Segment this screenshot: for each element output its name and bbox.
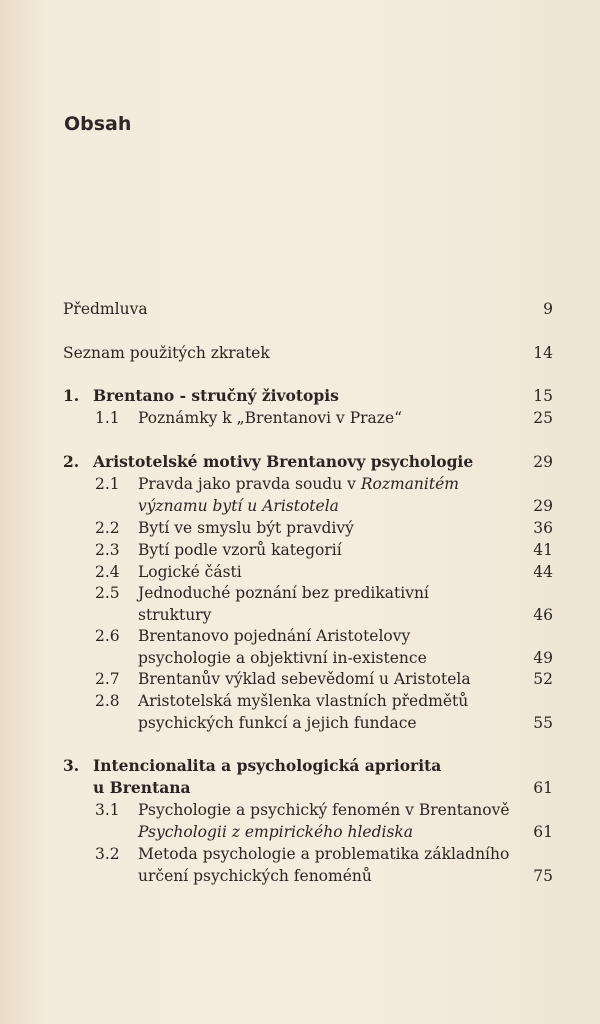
toc-entry-text: Seznam použitých zkratek bbox=[63, 344, 270, 362]
section-title-line2: psychických funkcí a jejich fundace bbox=[138, 714, 417, 732]
toc-entry-page: 25 bbox=[533, 409, 553, 427]
section-title-line1: Psychologie a psychický fenomén v Brentanově bbox=[138, 801, 510, 819]
section-title-line1: Aristotelská myšlenka vlastních předmětů bbox=[138, 692, 469, 710]
section-title-text: Pravda jako pravda soudu v bbox=[138, 475, 361, 493]
chapter-number: 2. bbox=[63, 452, 80, 471]
toc-entry-page: 44 bbox=[533, 563, 553, 581]
toc-entry-page: 75 bbox=[533, 867, 553, 885]
section-title: Bytí ve smyslu být pravdivý bbox=[138, 519, 354, 537]
toc-entry-page: 61 bbox=[533, 823, 553, 841]
toc-entry-page: 46 bbox=[533, 606, 553, 624]
section-number: 2.8 bbox=[95, 692, 120, 710]
section-title: Brentanův výklad sebevědomí u Aristotela bbox=[138, 670, 471, 688]
section-number: 2.2 bbox=[95, 519, 120, 537]
section-number: 2.7 bbox=[95, 670, 120, 688]
chapter-number: 3. bbox=[63, 756, 80, 775]
toc-entry-page: 41 bbox=[533, 541, 553, 559]
section-title-line2: psychologie a objektivní in-existence bbox=[138, 649, 427, 667]
section-number: 2.3 bbox=[95, 541, 120, 559]
section-title-line2: Psychologii z empirického hlediska bbox=[138, 823, 414, 841]
section-title: Bytí podle vzorů kategorií bbox=[138, 541, 342, 559]
chapter-title: Aristotelské motivy Brentanovy psychologie bbox=[93, 452, 474, 471]
toc-entry-page: 29 bbox=[533, 497, 553, 515]
section-number: 2.5 bbox=[95, 584, 120, 602]
section-title-line1: Metoda psychologie a problematika základního bbox=[138, 845, 510, 863]
toc-entry-page: 36 bbox=[533, 519, 553, 537]
section-title-line1 bbox=[138, 473, 459, 495]
chapter-number: 1. bbox=[63, 386, 80, 405]
toc-entry-page: 52 bbox=[533, 670, 553, 688]
toc-entry-text: Předmluva bbox=[63, 300, 148, 318]
section-number: 2.4 bbox=[95, 563, 120, 581]
section-number: 2.6 bbox=[95, 627, 120, 645]
section-number: 3.2 bbox=[95, 845, 120, 863]
section-title: Poznámky k „Brentanovi v Praze“ bbox=[138, 409, 403, 427]
section-title-line1: Jednoduché poznání bez predikativní bbox=[138, 584, 429, 602]
toc-entry-page: 15 bbox=[533, 387, 553, 405]
toc-entry-page: 9 bbox=[543, 300, 553, 318]
toc-entry-page: 14 bbox=[533, 344, 553, 362]
section-number: 2.1 bbox=[95, 475, 120, 493]
section-number: 3.1 bbox=[95, 801, 120, 819]
section-title: Logické části bbox=[138, 563, 242, 581]
section-title-line2: určení psychických fenoménů bbox=[138, 867, 372, 885]
toc-entry-page: 61 bbox=[533, 779, 553, 797]
chapter-title-line1: Intencionalita a psychologická apriorita bbox=[93, 756, 442, 775]
page-title: Obsah bbox=[64, 113, 132, 135]
book-title-italic: Rozmanitém bbox=[360, 475, 459, 493]
section-title-line1: Brentanovo pojednání Aristotelovy bbox=[138, 627, 411, 645]
toc-entry-page: 49 bbox=[533, 649, 553, 667]
toc-entry-page: 55 bbox=[533, 714, 553, 732]
section-title-line2: struktury bbox=[138, 606, 212, 624]
chapter-title: Brentano - stručný životopis bbox=[93, 386, 339, 405]
section-number: 1.1 bbox=[95, 409, 120, 427]
chapter-title-line2: u Brentana bbox=[93, 778, 191, 797]
section-title-line2: významu bytí u Aristotela bbox=[138, 497, 339, 515]
toc-entry-page: 29 bbox=[533, 453, 553, 471]
